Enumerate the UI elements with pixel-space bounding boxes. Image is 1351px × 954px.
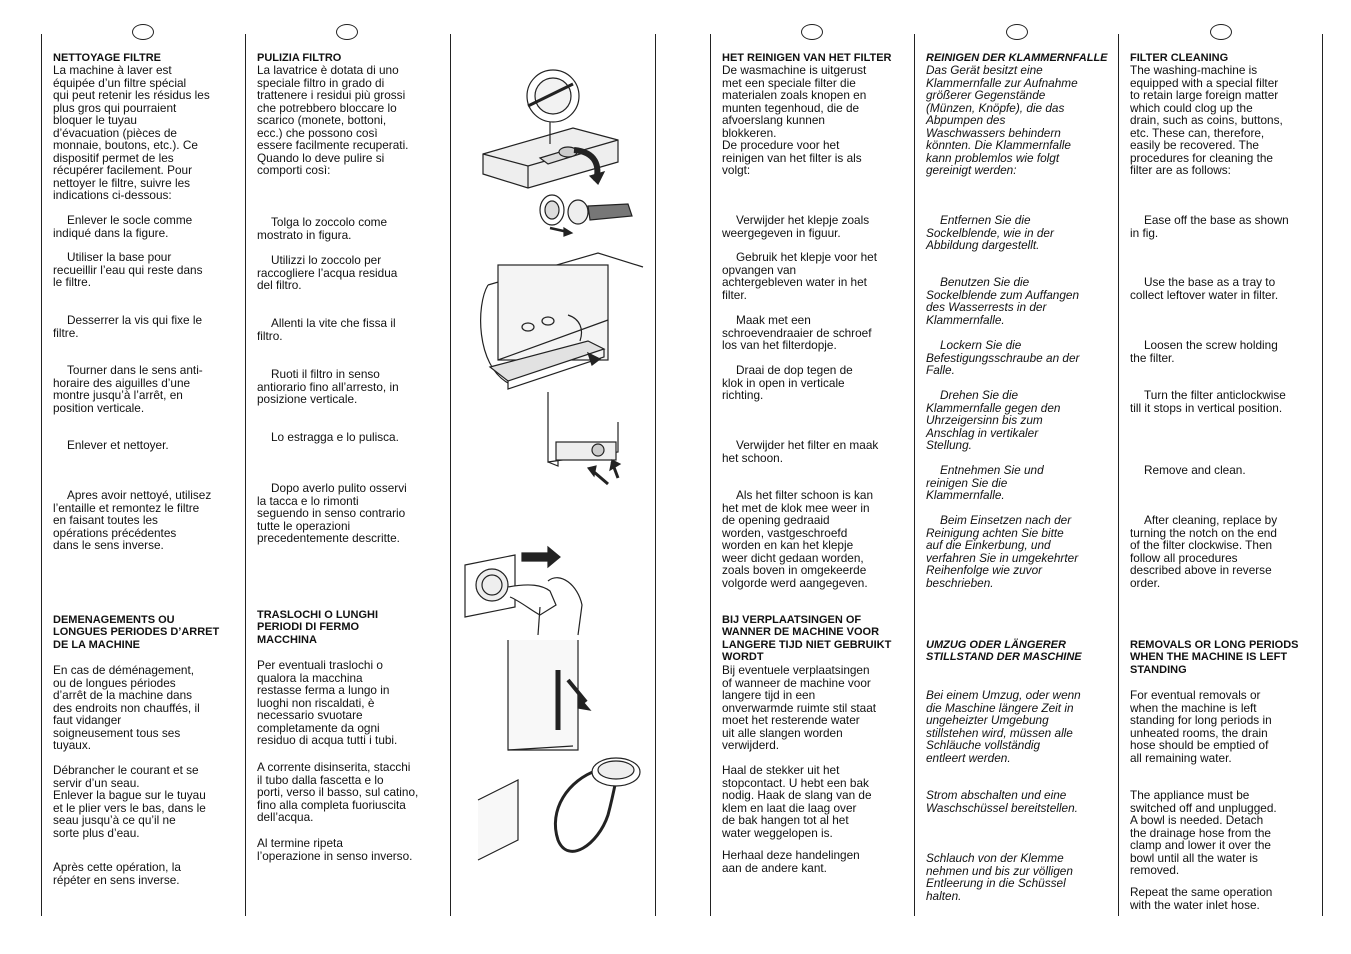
step-6: After cleaning, replace by turning the notch on the end of the filter clockwise. Then follow all procedures described above in reverse order. <box>1130 513 1278 590</box>
section-title: NETTOYAGE FILTRE <box>53 52 161 64</box>
paragraph-2: Débrancher le courant et se servir d’un seau. Enlever la bague sur le tuyau et le plier vers le bas, dans le seau jusqu’à ce qu’il ne sorte plus d’eau. <box>53 763 206 840</box>
step-2: Utiliser la base pour recueillir l’eau qui reste dans le filtre. <box>53 250 203 289</box>
intro-text: La lavatrice è dotata di uno speciale filtro in grado di trattenere i residui più grossi che potrebbero bloccare lo scarico (monete, bottoni, ecc.) che possono così essere facilmente recuperati. Quando lo deve pulire si comporti così: <box>257 63 409 178</box>
step-3: Maak met een schroevendraaier de schroef los van het filterdopje. <box>722 313 872 352</box>
section-title: FILTER CLEANING <box>1130 52 1229 64</box>
step-3: Allenti la vite che fissa il filtro. <box>257 316 396 343</box>
step-4: Tourner dans le sens anti- horaire des aiguilles d’une montre jusqu’à l’arrêt, en position verticale. <box>53 363 203 415</box>
step-5: Enlever et nettoyer. <box>67 438 169 452</box>
section-title: HET REINIGEN VAN HET FILTER <box>722 52 892 64</box>
language-marker <box>801 24 823 40</box>
paragraph-3: Herhaal deze handelingen aan de andere kant. <box>722 848 860 875</box>
filter-removal-figure <box>478 66 648 246</box>
column-divider <box>1118 34 1119 916</box>
section-title-2: TRASLOCHI O LUNGHI PERIODI DI FERMO MACCHINA <box>257 609 378 646</box>
column-english <box>1130 52 1316 912</box>
step-5: Lo estragga e lo pulisca. <box>271 430 399 444</box>
column-divider <box>245 34 246 916</box>
paragraph-1: For eventual removals or when the machine is left standing for long periods in unheated rooms, the drain hose should be emptied of all remaining water. <box>1130 688 1272 765</box>
paragraph-3: Schlauch von der Klemme nehmen und bis zur völligen Entleerung in die Schüssel halten. <box>926 851 1073 903</box>
column-divider <box>655 34 656 916</box>
paragraph-1: En cas de déménagement, ou de longues périodes d’arrêt de la machine dans des endroits non chauffés, il faut vidanger soigneusement tous ses tuyaux. <box>53 663 200 752</box>
column-french <box>53 52 239 912</box>
step-3: Loosen the screw holding the filter. <box>1130 338 1278 365</box>
section-title-2: BIJ VERPLAATSINGEN OF WANNER DE MACHINE VOOR LANGERE TIJD NIET GEBRUIKT WORDT <box>722 614 892 663</box>
step-5: Entnehmen Sie und reinigen Sie die Klammernfalle. <box>926 463 1044 502</box>
step-2: Utilizzi lo zoccolo per raccogliere l’acqua residua del filtro. <box>257 253 398 292</box>
column-divider <box>1322 34 1323 916</box>
column-divider <box>450 34 451 916</box>
step-2: Gebruik het klepje voor het opvangen van achtergebleven water in het filter. <box>722 250 877 302</box>
column-italian <box>257 52 443 912</box>
section-title: REINIGEN DER KLAMMERNFALLE <box>926 52 1108 64</box>
intro-text: De wasmachine is uitgerust met een speciale filter die materialen zoals knopen en munten tegenhoud, die de afvoerslang kunnen blokkeren. De procedure voor het reinigen van het filter is als volgt: <box>722 63 867 178</box>
column-dutch <box>722 52 908 912</box>
step-1: Ease off the base as shown in fig. <box>1130 213 1289 240</box>
paragraph-2: A corrente disinserita, stacchi il tubo dalla fascetta e lo porti, verso il basso, sul catino, fino alla completa fuoriuscita dell’acqua. <box>257 760 419 824</box>
step-4: Draai de dop tegen de klok in open in verticale richting. <box>722 363 853 402</box>
step-1: Enlever le socle comme indiqué dans la figure. <box>53 213 193 240</box>
intro-text: The washing-machine is equipped with a special filter to retain large foreign matter which could clog up the drain, such as coins, buttons, etc. These can, therefore, easily be recovered. The procedures for cleaning the filter are as follows: <box>1130 63 1283 178</box>
step-1: Tolga lo zoccolo come mostrato in figura. <box>257 215 388 242</box>
step-6: Apres avoir nettoyé, utilisez l’entaille et remontez le filtre en faisant toutes les opérations précédentes dans le sens inverse. <box>53 488 212 552</box>
unplug-figure <box>460 545 590 645</box>
column-divider <box>914 34 915 916</box>
paragraph-2: Strom abschalten und eine Waschschüssel bereitstellen. <box>926 788 1078 815</box>
step-5: Verwijder het filter en maak het schoon. <box>722 438 879 465</box>
filter-cap-figure <box>528 392 648 492</box>
column-divider <box>41 34 42 916</box>
step-4: Drehen Sie die Klammernfalle gegen den Uhrzeigersinn bis zum Anschlag in vertikaler Stellung. <box>926 388 1061 452</box>
step-5: Remove and clean. <box>1144 463 1246 477</box>
step-3: Desserrer la vis qui fixe le filtre. <box>53 313 203 340</box>
base-tray-figure <box>468 245 648 395</box>
intro-text: Das Gerät besitzt eine Klammernfalle zur Aufnahme größerer Gegenstände (Münzen, Knöpfe), die das Abpumpen des Waschwassers behindern könnten. Die Klammernfalle kann problemlos wie folgt gereinigt werden: <box>926 63 1078 178</box>
column-german <box>926 52 1112 912</box>
paragraph-1: Per eventuali traslochi o qualora la macchina restasse ferma a lungo in luoghi non riscaldati, è necessario svuotare completamente da ogni residuo di acqua tutti i tubi. <box>257 658 398 747</box>
paragraph-2: The appliance must be switched off and unplugged. A bowl is needed. Detach the drainage hose from the clamp and lower it over the bowl until all the water is removed. <box>1130 788 1277 877</box>
paragraph-1: Bei einem Umzug, oder wenn die Maschine längere Zeit in ungeheizter Umgebung stillstehen wird, müssen alle Schläuche vollständig entleert werden. <box>926 688 1081 765</box>
step-4: Turn the filter anticlockwise till it stops in vertical position. <box>1130 388 1286 415</box>
step-3: Lockern Sie die Befestigungsschraube an der Falle. <box>926 338 1080 377</box>
paragraph-1: Bij eventuele verplaatsingen of wanneer de machine voor langere tijd in een onverwarmde ruimte stil staat moet het resterende water uit alle slangen worden verwijderd. <box>722 663 877 752</box>
step-6: Beim Einsetzen nach der Reinigung achten Sie bitte auf die Einkerbung, und verfahren Sie in umgekehrter Reihenfolge wie zuvor beschrieben. <box>926 513 1079 590</box>
paragraph-3: Al termine ripeta l’operazione in senso inverso. <box>257 836 413 863</box>
language-marker <box>1006 24 1028 40</box>
section-title: PULIZIA FILTRO <box>257 52 342 64</box>
language-marker <box>336 24 358 40</box>
section-title-2: DEMENAGEMENTS OU LONGUES PERIODES D’ARRET DE LA MACHINE <box>53 614 220 651</box>
column-divider <box>710 34 711 916</box>
section-title-2: REMOVALS OR LONG PERIODS WHEN THE MACHINE IS LEFT STANDING <box>1130 639 1299 676</box>
step-6: Als het filter schoon is kan het met de klok mee weer in de opening gedraaid worden, vastgeschroefd worden en kan het klepje weer dicht gedaan worden, zoals boven in omgekeerde volgorde werd aangegeven. <box>722 488 874 590</box>
step-2: Benutzen Sie die Sockelblende zum Auffangen des Wasserrests in der Klammernfalle. <box>926 275 1080 327</box>
step-1: Verwijder het klepje zoals weergegeven in figuur. <box>722 213 870 240</box>
step-1: Entfernen Sie die Sockelblende, wie in der Abbildung dargestellt. <box>926 213 1054 252</box>
step-2: Use the base as a tray to collect leftover water in filter. <box>1130 275 1279 302</box>
paragraph-2: Haal de stekker uit het stopcontact. U hebt een bak nodig. Haak de slang van de klem en laat die laag over de bak hangen tot al het water weggelopen is. <box>722 763 872 840</box>
language-marker <box>132 24 154 40</box>
hose-bowl-figure <box>478 640 648 865</box>
section-title-2: UMZUG ODER LÄNGERER STILLSTAND DER MASCHINE <box>926 639 1082 664</box>
paragraph-3: Après cette opération, la répéter en sens inverse. <box>53 860 181 887</box>
paragraph-3: Repeat the same operation with the water inlet hose. <box>1130 885 1273 912</box>
language-marker <box>1210 24 1232 40</box>
step-6: Dopo averlo pulito osservi la tacca e lo rimonti seguendo in senso contrario tutte le operazioni precedentemente descritte. <box>257 481 407 545</box>
step-4: Ruoti il filtro in senso antiorario fino all’arresto, in posizione verticale. <box>257 367 399 406</box>
intro-text: La machine à laver est équipée d’un filtre spécial qui peut retenir les résidus les plus gros qui pourraient bloquer le tuyau d’évacuation (pièces de monnaie, boutons, etc.). Ce dispositif permet de les récupérer facilement. Pour nettoyer le filtre, suivre les indications ci-dessous: <box>53 63 210 203</box>
